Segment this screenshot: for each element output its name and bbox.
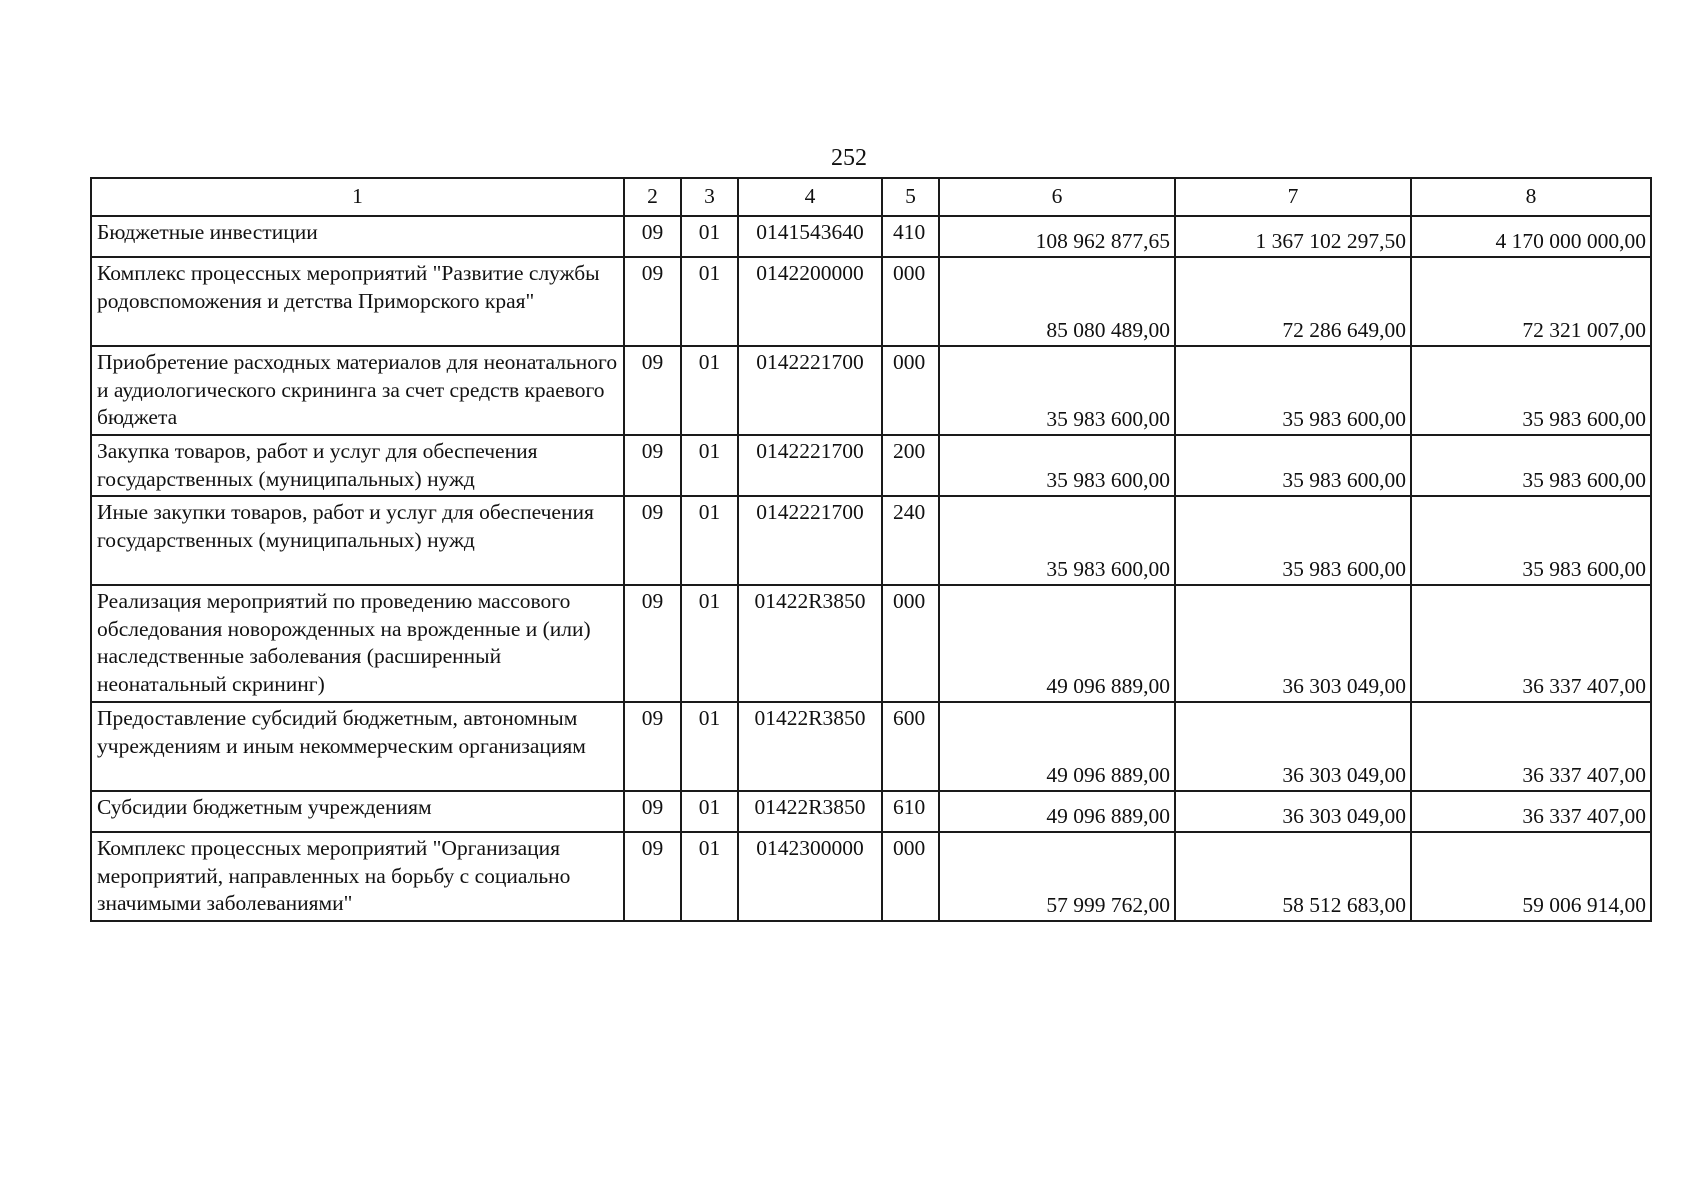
amount-col-6-cell: 35 983 600,00 [939,496,1175,585]
subsection-cell: 01 [681,585,738,702]
header-col-1: 1 [91,178,624,216]
subsection-cell: 01 [681,702,738,791]
header-col-2: 2 [624,178,681,216]
row-name-cell: Реализация мероприятий по проведению массового обследования новорожденных на врожденные и (или) наследственные заболевания (расширенный неонатальный скрининг) [91,585,624,702]
row-name-cell: Предоставление субсидий бюджетным, автономным учреждениям и иным некоммерческим организациям [91,702,624,791]
section-cell: 09 [624,496,681,585]
target-article-cell: 0142221700 [738,346,882,435]
amount-col-8-cell: 36 337 407,00 [1411,702,1651,791]
table-row [91,346,1651,435]
header-col-7: 7 [1175,178,1411,216]
page-number: 252 [831,145,867,171]
amount-col-6-cell: 35 983 600,00 [939,435,1175,496]
table-row [91,791,1651,832]
table-row [91,257,1651,346]
expense-type-cell: 000 [882,346,939,435]
amount-col-7-cell: 36 303 049,00 [1175,702,1411,791]
section-cell: 09 [624,791,681,832]
expense-type-cell: 600 [882,702,939,791]
amount-col-6-cell: 57 999 762,00 [939,832,1175,921]
target-article-cell: 0141543640 [738,216,882,257]
amount-col-6-cell: 85 080 489,00 [939,257,1175,346]
amount-col-7-cell: 35 983 600,00 [1175,496,1411,585]
amount-col-8-cell: 35 983 600,00 [1411,346,1651,435]
table-row [91,832,1651,921]
table-row [91,216,1651,257]
table-row [91,435,1651,496]
amount-col-6-cell: 49 096 889,00 [939,702,1175,791]
row-name-cell: Комплекс процессных мероприятий "Организация мероприятий, направленных на борьбу с социально значимыми заболеваниями" [91,832,624,921]
section-cell: 09 [624,257,681,346]
target-article-cell: 01422R3850 [738,791,882,832]
row-name-cell: Субсидии бюджетным учреждениям [91,791,624,832]
table-row [91,496,1651,585]
section-cell: 09 [624,832,681,921]
expense-type-cell: 240 [882,496,939,585]
amount-col-8-cell: 36 337 407,00 [1411,585,1651,702]
section-cell: 09 [624,216,681,257]
amount-col-8-cell: 35 983 600,00 [1411,496,1651,585]
target-article-cell: 0142221700 [738,496,882,585]
subsection-cell: 01 [681,496,738,585]
header-col-6: 6 [939,178,1175,216]
amount-col-6-cell: 49 096 889,00 [939,791,1175,832]
amount-col-8-cell: 36 337 407,00 [1411,791,1651,832]
amount-col-7-cell: 1 367 102 297,50 [1175,216,1411,257]
amount-col-7-cell: 36 303 049,00 [1175,585,1411,702]
section-cell: 09 [624,585,681,702]
row-name-cell: Бюджетные инвестиции [91,216,624,257]
table-row [91,585,1651,702]
amount-col-6-cell: 49 096 889,00 [939,585,1175,702]
amount-col-6-cell: 108 962 877,65 [939,216,1175,257]
subsection-cell: 01 [681,832,738,921]
row-name-cell: Комплекс процессных мероприятий "Развитие службы родовспоможения и детства Приморского края" [91,257,624,346]
subsection-cell: 01 [681,257,738,346]
amount-col-7-cell: 35 983 600,00 [1175,435,1411,496]
header-col-5: 5 [882,178,939,216]
row-name-cell: Иные закупки товаров, работ и услуг для обеспечения государственных (муниципальных) нужд [91,496,624,585]
subsection-cell: 01 [681,346,738,435]
expense-type-cell: 610 [882,791,939,832]
header-col-3: 3 [681,178,738,216]
expense-type-cell: 000 [882,585,939,702]
amount-col-8-cell: 35 983 600,00 [1411,435,1651,496]
expense-type-cell: 200 [882,435,939,496]
row-name-cell: Закупка товаров, работ и услуг для обеспечения государственных (муниципальных) нужд [91,435,624,496]
target-article-cell: 0142300000 [738,832,882,921]
amount-col-7-cell: 36 303 049,00 [1175,791,1411,832]
row-name-cell: Приобретение расходных материалов для неонатального и аудиологического скрининга за счет средств краевого бюджета [91,346,624,435]
subsection-cell: 01 [681,791,738,832]
target-article-cell: 0142221700 [738,435,882,496]
expense-type-cell: 000 [882,257,939,346]
amount-col-7-cell: 35 983 600,00 [1175,346,1411,435]
amount-col-8-cell: 4 170 000 000,00 [1411,216,1651,257]
target-article-cell: 01422R3850 [738,585,882,702]
section-cell: 09 [624,346,681,435]
section-cell: 09 [624,435,681,496]
subsection-cell: 01 [681,216,738,257]
target-article-cell: 01422R3850 [738,702,882,791]
header-col-4: 4 [738,178,882,216]
amount-col-7-cell: 58 512 683,00 [1175,832,1411,921]
section-cell: 09 [624,702,681,791]
amount-col-7-cell: 72 286 649,00 [1175,257,1411,346]
expense-type-cell: 000 [882,832,939,921]
target-article-cell: 0142200000 [738,257,882,346]
amount-col-8-cell: 72 321 007,00 [1411,257,1651,346]
table-row [91,702,1651,791]
amount-col-6-cell: 35 983 600,00 [939,346,1175,435]
header-row [91,178,1651,216]
budget-table [90,177,1652,922]
subsection-cell: 01 [681,435,738,496]
header-col-8: 8 [1411,178,1651,216]
expense-type-cell: 410 [882,216,939,257]
amount-col-8-cell: 59 006 914,00 [1411,832,1651,921]
